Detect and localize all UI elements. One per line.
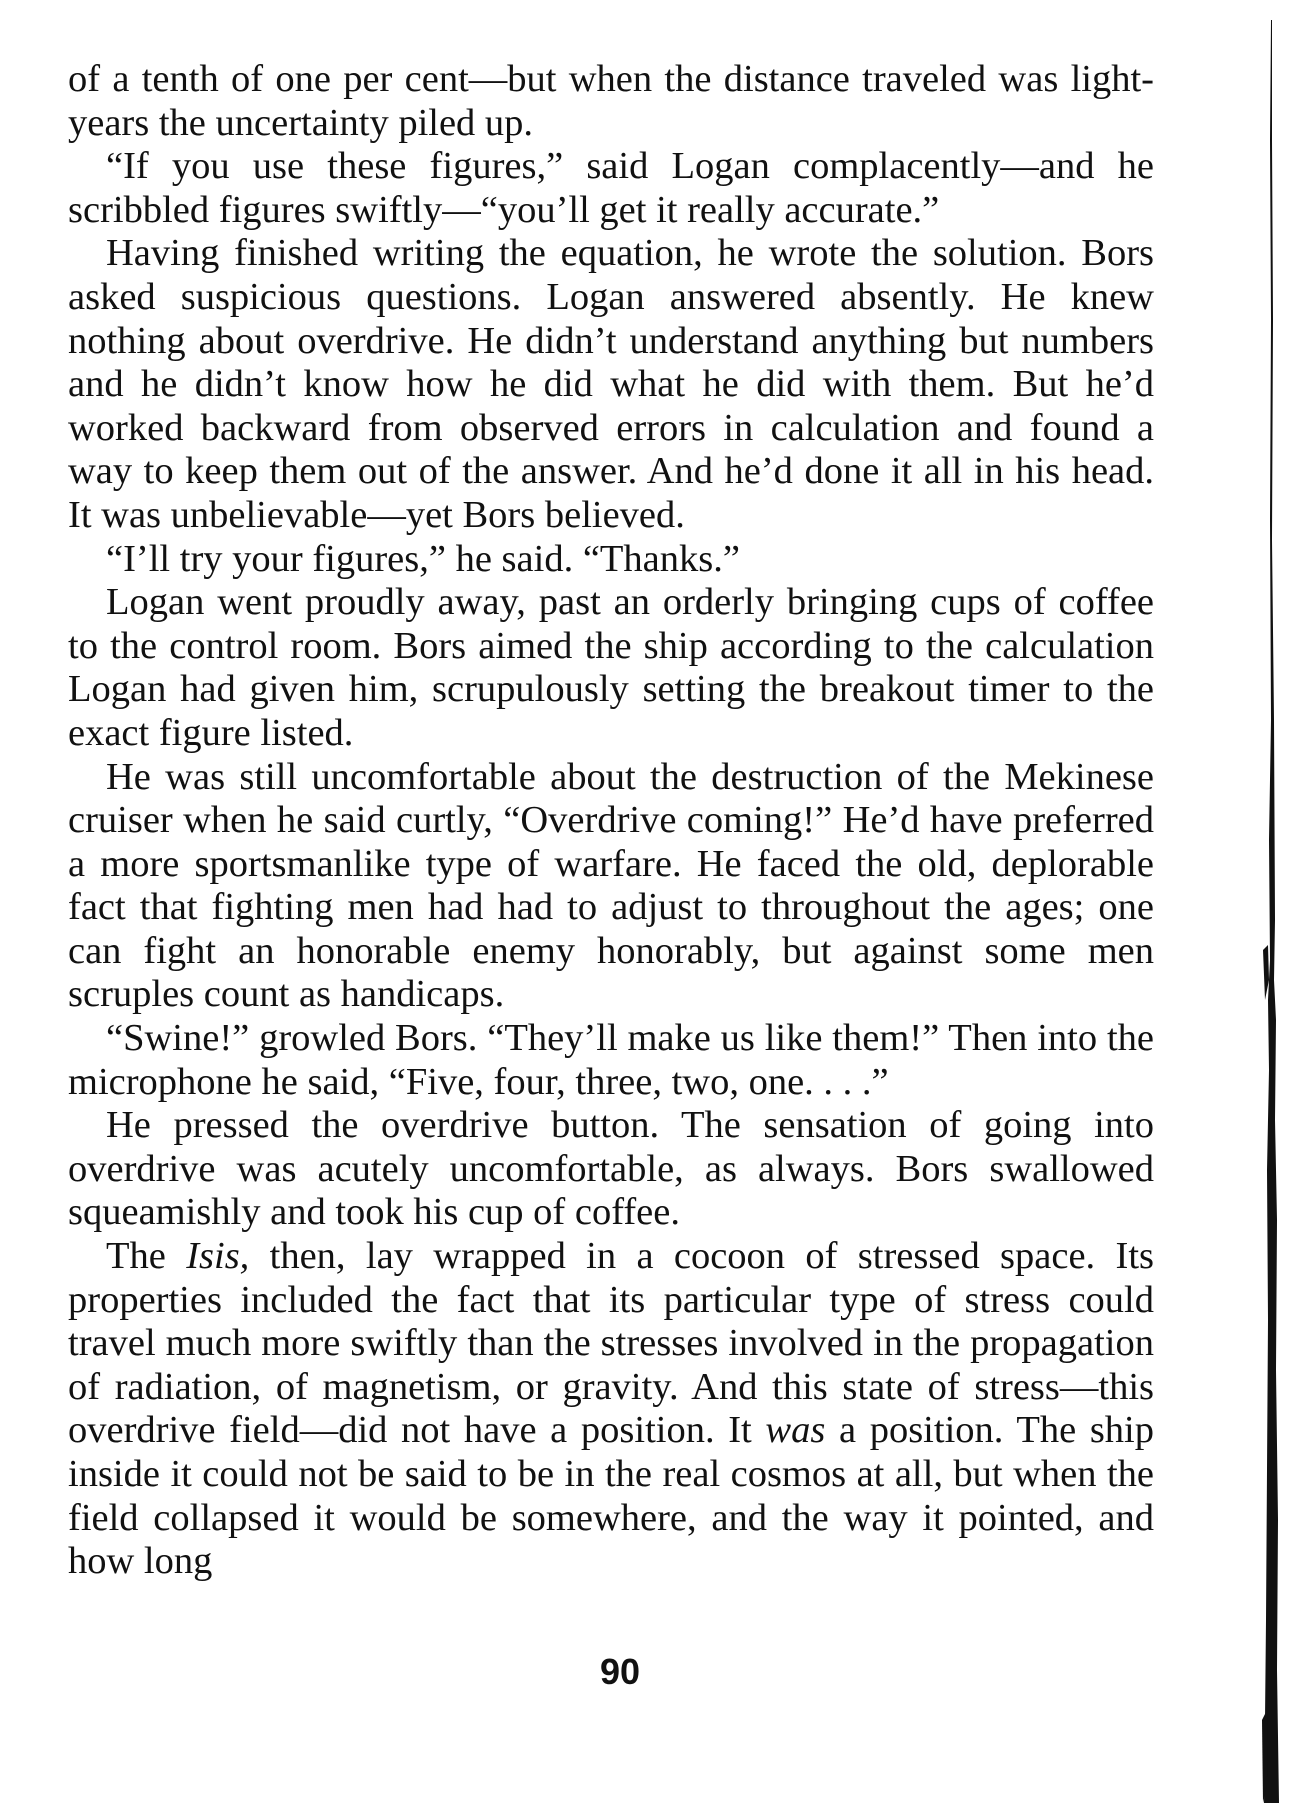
- paragraph: Having finished writing the equation, he wrote the solution. Bors asked suspicious questions. Logan answered absently. He knew nothing about overdrive. He didn’t understand anything but numbers and he didn’t know how he did what he did with them. But he’d worked backward from observed errors in calculation and found a way to keep them out of the answer. And he’d done it all in his head. It was unbelievable—yet Bors believed.: [68, 232, 1154, 536]
- paragraph: “If you use these figures,” said Logan complacently—and he scribbled figures swiftly—“you’ll get it really accurate.”: [68, 145, 1154, 231]
- paragraph: “Swine!” growled Bors. “They’ll make us like them!” Then into the microphone he said, “Five, four, three, two, one. . . .”: [68, 1017, 1154, 1103]
- paragraph: Logan went proudly away, past an orderly bringing cups of coffee to the control room. Bors aimed the ship according to the calculation Logan had given him, scrupulously setting the breakout timer to the exact figure listed.: [68, 581, 1154, 754]
- paragraph: He was still uncomfortable about the destruction of the Mekinese cruiser when he said curtly, “Overdrive coming!” He’d have preferred a more sportsmanlike type of warfare. He faced the old, deplorable fact that fighting men had had to adjust to throughout the ages; one can fight an honorable enemy honorably, but against some men scruples count as handicaps.: [68, 755, 1154, 1016]
- paragraph: of a tenth of one per cent—but when the distance traveled was light-years the uncertainty piled up.: [68, 58, 1154, 144]
- paragraph: “I’ll try your figures,” he said. “Thanks.”: [106, 537, 740, 580]
- paragraph-text: The: [106, 1235, 187, 1278]
- paragraph: [68, 1235, 1154, 1584]
- ship-name-italic: Isis,: [186, 1235, 250, 1278]
- body-text: [68, 58, 1154, 1584]
- paragraph-text: a position. The ship inside it could not be said to be in the real cosmos at all, but when the field collapsed it would be somewhere, and the way it pointed, and how long: [68, 1409, 1154, 1583]
- paragraph: He pressed the overdrive button. The sensation of going into overdrive was acutely uncomfortable, as always. Bors swallowed squeamishly and took his cup of coffee.: [68, 1104, 1154, 1234]
- binding-edge-shadow: [1262, 20, 1280, 1803]
- emphasis-italic: was: [765, 1409, 826, 1452]
- page-number: 90: [599, 1651, 641, 1692]
- paragraph-text: then, lay wrapped in a cocoon of stressed space. Its properties included the fact that its particular type of stress could travel much more swiftly than the stresses involved in the propagation of radiation, of magnetism, or gravity. And this state of stress—this overdrive field—did not have a position. It: [68, 1235, 1154, 1452]
